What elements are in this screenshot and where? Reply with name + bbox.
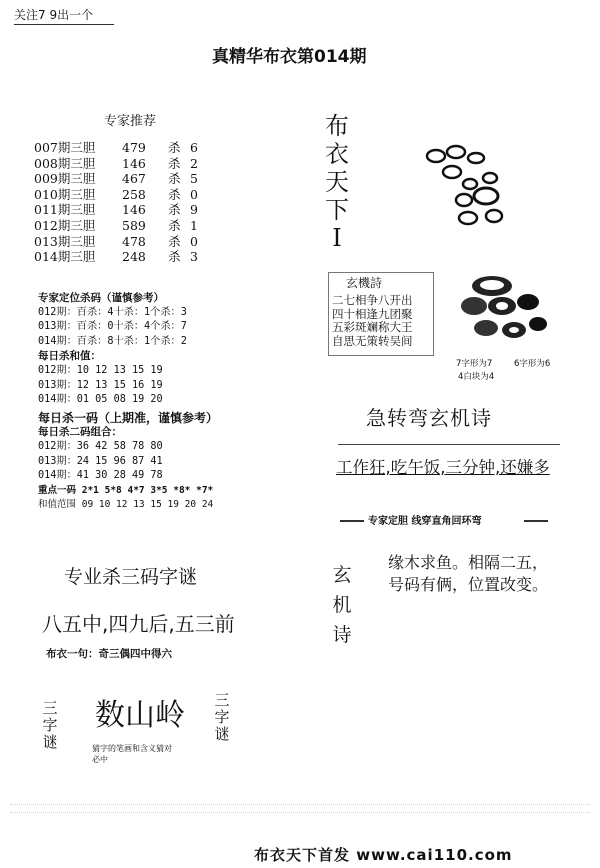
position-heading: 专家定位杀码（谨慎参考）	[38, 292, 164, 304]
xuan-poem-line: 四十相逢九团聚	[332, 306, 413, 321]
riddle-note: 猜字的笔画和含义猜对必中	[92, 744, 172, 764]
one-code-heading: 每日杀一码（上期准，谨慎参考）	[38, 410, 219, 425]
sum-range: 和值范围 09 10 12 13 15 19 20 24	[38, 499, 214, 511]
footer-site: 布衣天下首发 www.cai110.com	[254, 846, 513, 864]
recommend-row: 010期三胆 258 杀 0	[34, 186, 198, 202]
recommend-row: 012期三胆 589 杀 1	[34, 217, 198, 233]
scan-line	[10, 804, 590, 805]
work-poem: 工作狂,吃午饭,三分钟,还嫌多	[336, 458, 550, 477]
xuan-poem-heading: 玄機詩	[346, 276, 383, 290]
stones-caption-a: 7字形为7	[456, 359, 493, 369]
recommend-row: 009期三胆 467 杀 5	[34, 171, 198, 187]
position-kill-block	[38, 291, 218, 513]
stones-illustration	[458, 272, 558, 352]
sum-heading: 每日杀和值：	[38, 350, 101, 363]
xuan-ji-text	[388, 552, 548, 596]
focus-one-code: 重点一码 2*1 5*8 4*7 3*5 *8* *7*	[38, 484, 214, 496]
expert-line-dash-left	[340, 520, 364, 522]
divider	[338, 444, 560, 445]
xuan-ji-shi-vertical: 玄机诗	[332, 564, 352, 646]
xuan-poem-line: 五彩斑斓称大王	[332, 320, 413, 335]
position-row: 014期：百杀：8十杀：1个杀：2	[38, 335, 187, 347]
recommend-row: 014期三胆 248 杀 3	[34, 249, 198, 265]
scan-line	[10, 812, 590, 813]
recommend-row: 008期三胆 146 杀 2	[34, 155, 198, 171]
riddle-answer: 八五中,四九后,五三前	[42, 612, 235, 636]
xuan-poem-line: 二七相争八开出	[332, 293, 413, 307]
recommend-row: 007期三胆 479 杀 6	[34, 140, 198, 155]
two-code-heading: 每日杀二码组合：	[38, 426, 122, 439]
recommend-row: 011期三胆 146 杀 9	[34, 202, 198, 218]
riddle-hint: 布衣一句：奇三偶四中得六	[46, 648, 172, 660]
bu-yi-vertical-title: 布衣天下I	[325, 112, 349, 252]
stones-caption-b: 4白块为4	[458, 372, 495, 382]
sum-row: 014期：01 05 08 19 20	[38, 394, 163, 406]
expert-line: 专家定胆 线穿直角回环弯	[368, 516, 482, 527]
riddle-side-label-left: 三字谜	[42, 699, 58, 751]
stones-caption-c: 6字形为6	[514, 359, 551, 369]
riddle-side-label-right: 三字谜	[214, 691, 230, 743]
riddle-title: 专业杀三码字谜	[64, 566, 198, 588]
expert-line-dash-right	[524, 520, 548, 522]
riddle-glyph: 数山岭	[95, 698, 185, 733]
two-code-row: 013期：24 15 96 87 41	[38, 455, 163, 467]
page-title: 真精华布衣第014期	[212, 47, 367, 67]
recommend-list	[34, 140, 198, 265]
sum-row: 012期：10 12 13 15 19	[38, 364, 163, 376]
two-code-row: 014期：41 30 28 49 78	[38, 470, 163, 482]
position-row: 012期：百杀：4十杀：1个杀：3	[38, 306, 187, 318]
xuan-poem	[332, 294, 413, 348]
xuan-poem-line: 自思无策转吴间	[332, 333, 413, 348]
riddle-poem-title: 急转弯玄机诗	[366, 406, 492, 430]
beads-illustration	[418, 136, 548, 236]
xuan-ji-line: 缘木求鱼。相隔二五，	[388, 553, 549, 572]
xuan-ji-line: 号码有俩，位置改变。	[388, 575, 549, 594]
recommend-row: 013期三胆 478 杀 0	[34, 233, 198, 249]
top-note: 关注7 9出一个	[14, 8, 94, 22]
sum-row: 013期：12 13 15 16 19	[38, 379, 163, 391]
top-note-underline	[14, 24, 114, 25]
two-code-row: 012期：36 42 58 78 80	[38, 440, 163, 452]
recommend-heading: 专家推荐	[104, 114, 157, 129]
position-row: 013期：百杀：0十杀：4个杀：7	[38, 321, 187, 333]
